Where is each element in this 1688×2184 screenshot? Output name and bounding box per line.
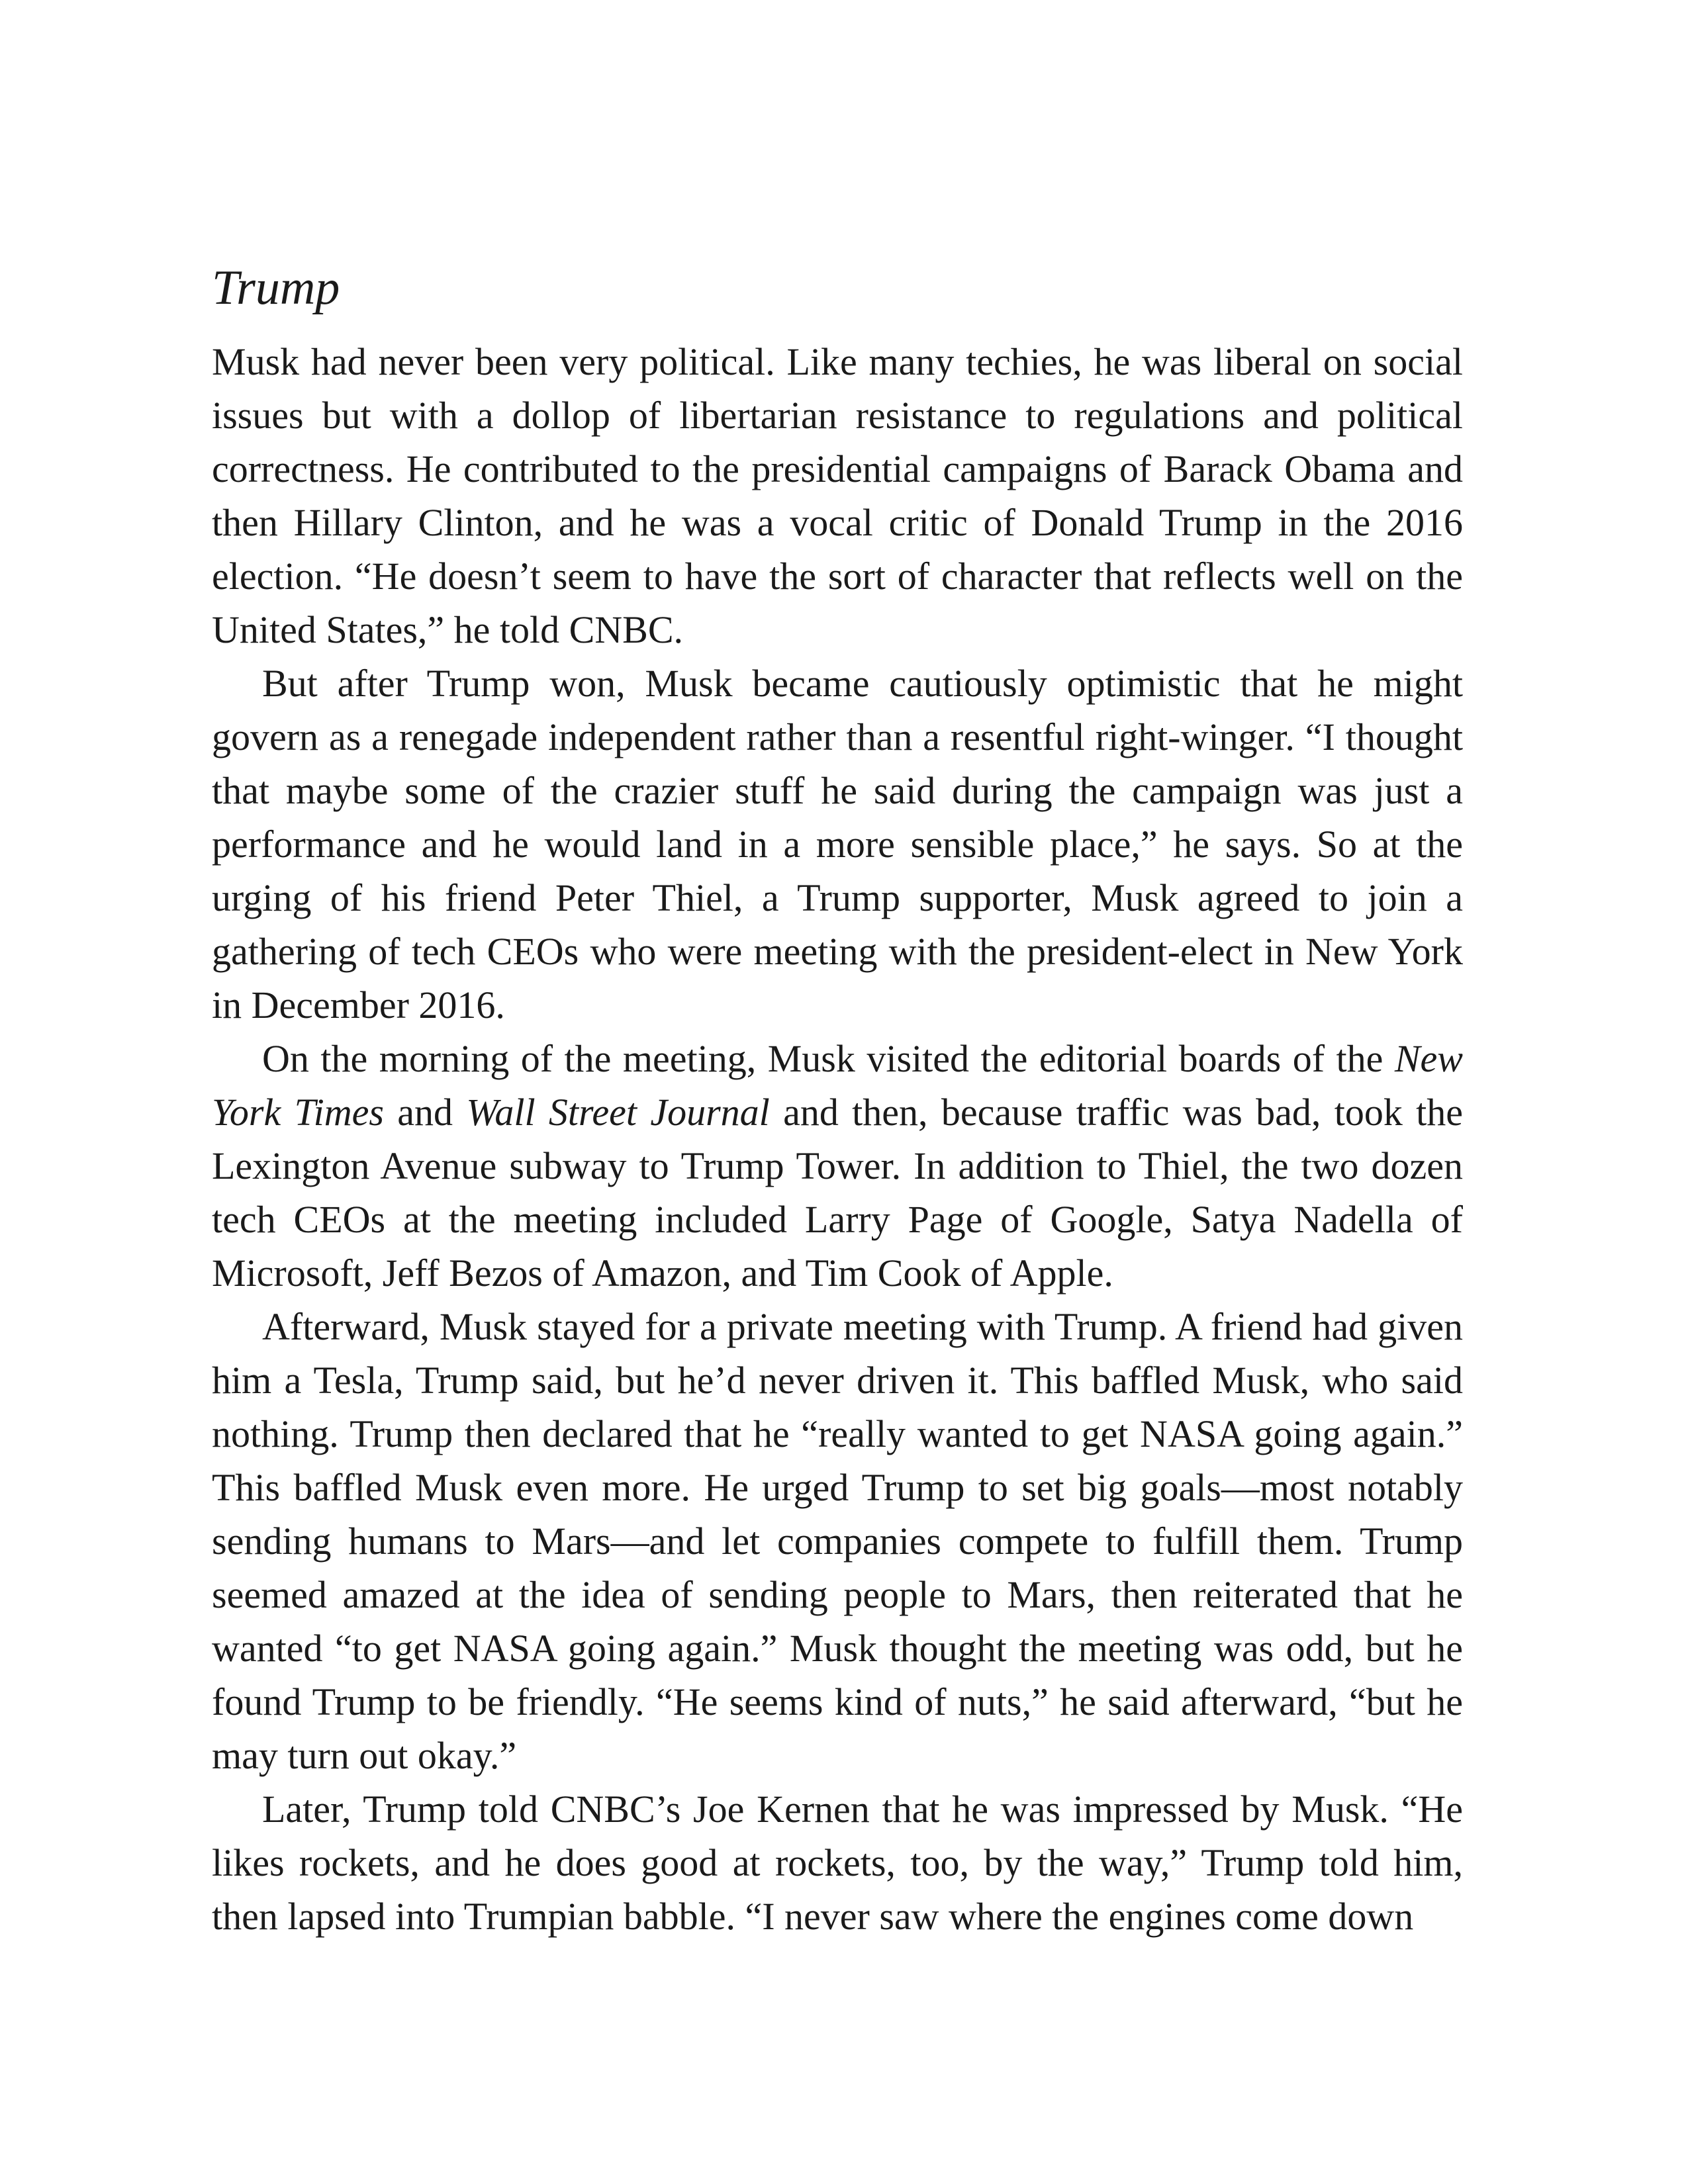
paragraph-3 [212,1032,1463,1300]
paragraph-2 [212,657,1463,1032]
title-new-york-times: New York Times [212,1037,1463,1134]
paragraph-3-text-c: and then, because traffic was bad, took the Lexington Avenue subway to Trump Tower. In addition to Thiel, the two dozen tech CEOs at the meeting included Larry Page of Google, Satya Nadella of Microsoft, Jeff Bezos of Amazon, and Tim Cook of Apple. [212,1091,1464,1295]
paragraph-5-text: Later, Trump told CNBC’s Joe Kernen that he was impressed by Musk. “He likes rockets, and he does good at rockets, too, by the way,” Trump told him, then lapsed into Trumpian babble. “I never saw where the engines come down [212,1788,1463,1938]
paragraph-3-text-b: and [383,1091,467,1134]
paragraph-4 [212,1300,1463,1782]
paragraph-1 [212,335,1463,657]
paragraph-2-text: But after Trump won, Musk became cautiously optimistic that he might govern as a renegade independent rather than a resentful right-winger. “I thought that maybe some of the crazier stuff he said during the campaign was just a performance and he would land in a more sensible place,” he says. So at the urging of his friend Peter Thiel, a Trump supporter, Musk agreed to join a gathering of tech CEOs who were meeting with the president-elect in New York in December 2016. [212,662,1463,1026]
paragraph-3-text-a: On the morning of the meeting, Musk visited the editorial boards of the [262,1037,1395,1080]
title-wall-street-journal: Wall Street Journal [466,1091,770,1134]
paragraph-5 [212,1782,1463,1943]
section-heading: Trump [212,261,340,315]
text-block [212,258,1463,1943]
paragraph-4-text: Afterward, Musk stayed for a private meeting with Trump. A friend had given him a Tesla, Trump said, but he’d never driven it. This baffled Musk, who said nothing. Trump then declared that he “really wanted to get NASA going again.” This baffled Musk even more. He urged Trump to set big goals—most notably sending humans to Mars—and let companies compete to fulfill them. Trump seemed amazed at the idea of sending people to Mars, then reiterated that he wanted “to get NASA going again.” Musk thought the meeting was odd, but he found Trump to be friendly. “He seems kind of nuts,” he said afterward, “but he may turn out okay.” [212,1305,1463,1777]
paragraph-1-text: Musk had never been very political. Like many techies, he was liberal on social issues but with a dollop of libertarian resistance to regulations and political correctness. He contributed to the presidential campaigns of Barack Obama and then Hillary Clinton, and he was a vocal critic of Donald Trump in the 2016 election. “He doesn’t seem to have the sort of character that reflects well on the United States,” he told CNBC. [212,340,1463,651]
